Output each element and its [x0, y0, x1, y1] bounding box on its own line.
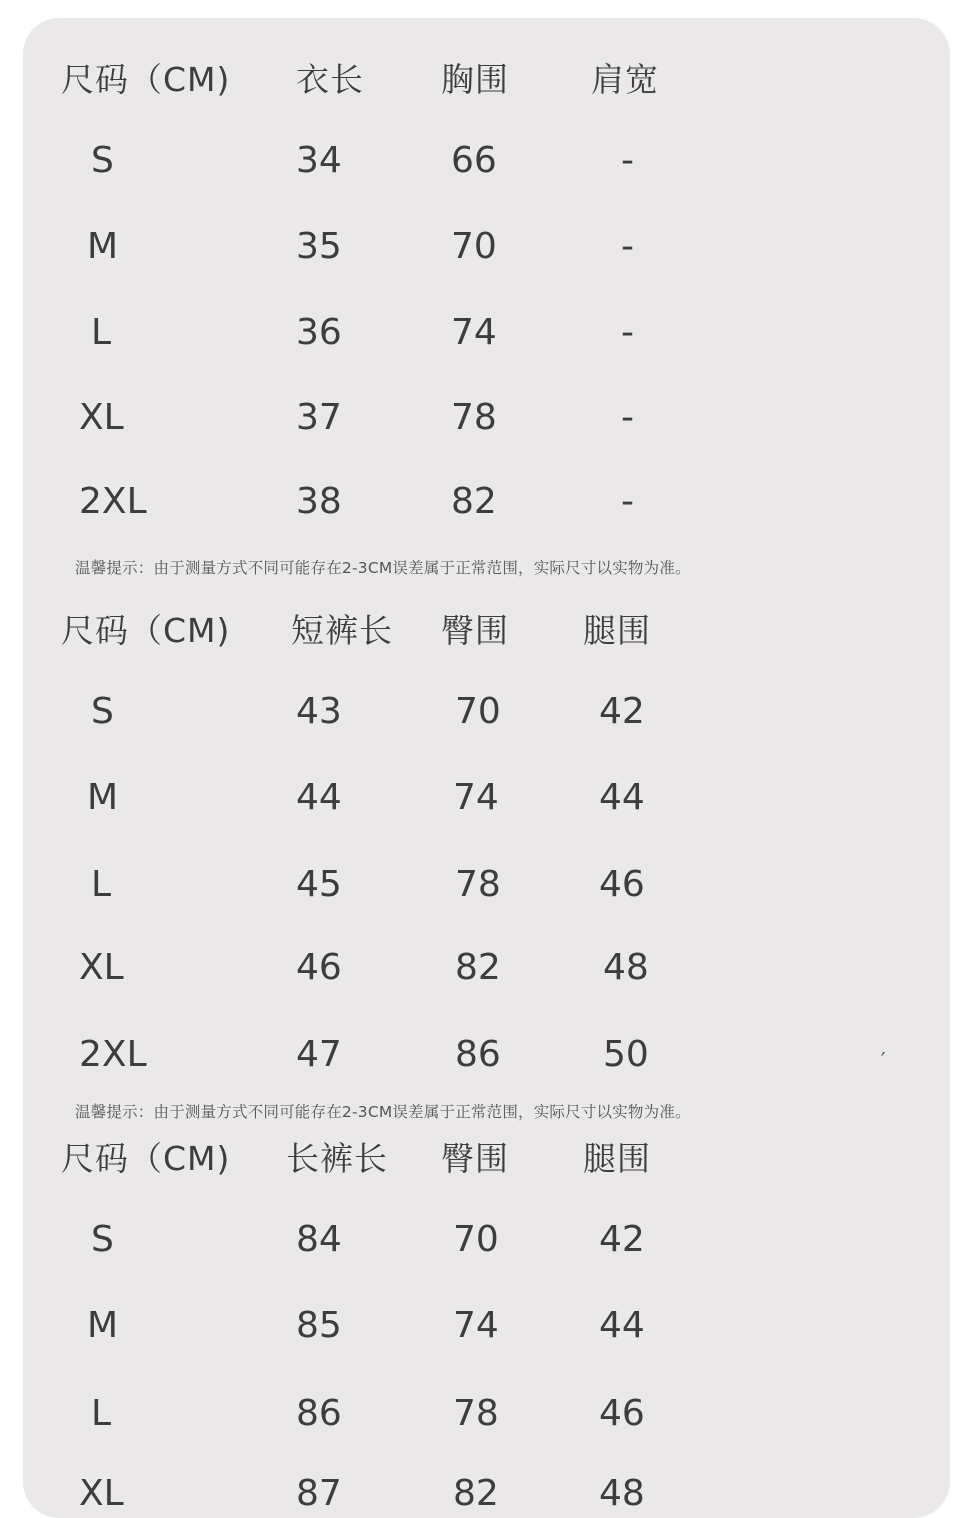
size-chart-card: [23, 18, 950, 1518]
size-cell: XL: [79, 947, 124, 988]
value-cell: 86: [455, 1034, 501, 1075]
value-cell: -: [621, 397, 634, 438]
size-cell: L: [91, 1393, 112, 1434]
header-length: 衣长: [296, 60, 364, 99]
value-cell: 46: [599, 864, 645, 905]
value-cell: 42: [599, 1219, 645, 1260]
value-cell: 70: [455, 691, 501, 732]
size-cell: L: [91, 864, 112, 905]
value-cell: 44: [599, 777, 645, 818]
size-cell: S: [91, 691, 114, 732]
header-trousers-length: 长裤长: [286, 1139, 388, 1178]
table-row: [23, 855, 950, 915]
value-cell: 34: [296, 140, 342, 181]
value-cell: 86: [296, 1393, 342, 1434]
table-row: [23, 1025, 950, 1085]
value-cell: 85: [296, 1305, 342, 1346]
value-cell: 70: [451, 226, 497, 267]
measurement-note: 温馨提示：由于测量方式不同可能存在2-3CM误差属于正常范围，实际尺寸以实物为准。: [75, 559, 691, 577]
value-cell: 46: [599, 1393, 645, 1434]
value-cell: -: [621, 481, 634, 522]
header-chest: 胸围: [441, 60, 509, 99]
measurement-note: 温馨提示：由于测量方式不同可能存在2-3CM误差属于正常范围，实际尺寸以实物为准。: [75, 1103, 691, 1121]
size-cell: L: [91, 312, 112, 353]
header-size: 尺码（CM): [61, 60, 231, 99]
value-cell: 50: [603, 1034, 649, 1075]
size-cell: XL: [79, 1473, 124, 1514]
value-cell: 46: [296, 947, 342, 988]
value-cell: 43: [296, 691, 342, 732]
header-size: 尺码（CM): [61, 1139, 231, 1178]
header-thigh: 腿围: [583, 611, 651, 650]
value-cell: 36: [296, 312, 342, 353]
stray-mark: ′: [881, 1048, 886, 1072]
header-size: 尺码（CM): [61, 611, 231, 650]
table-row: [23, 768, 950, 828]
value-cell: 35: [296, 226, 342, 267]
table-row: [23, 1210, 950, 1270]
table-row: [23, 388, 950, 448]
value-cell: 87: [296, 1473, 342, 1514]
value-cell: 82: [455, 947, 501, 988]
table-header-row: [23, 50, 950, 110]
table-header-row: [23, 1129, 950, 1189]
value-cell: 38: [296, 481, 342, 522]
table-row: [23, 131, 950, 191]
table-header-row: [23, 601, 950, 661]
table-row: [23, 303, 950, 363]
value-cell: 78: [455, 864, 501, 905]
header-hip: 臀围: [441, 611, 509, 650]
value-cell: 37: [296, 397, 342, 438]
header-shorts-length: 短裤长: [291, 611, 393, 650]
value-cell: 74: [453, 1305, 499, 1346]
value-cell: 82: [451, 481, 497, 522]
size-cell: 2XL: [79, 1034, 147, 1075]
value-cell: 47: [296, 1034, 342, 1075]
header-hip: 臀围: [441, 1139, 509, 1178]
size-cell: 2XL: [79, 481, 147, 522]
value-cell: -: [621, 140, 634, 181]
value-cell: 44: [296, 777, 342, 818]
table-row: [23, 472, 950, 532]
header-thigh: 腿围: [583, 1139, 651, 1178]
header-shoulder: 肩宽: [591, 60, 659, 99]
value-cell: -: [621, 226, 634, 267]
value-cell: 66: [451, 140, 497, 181]
table-row: [23, 1464, 950, 1518]
size-cell: S: [91, 140, 114, 181]
table-row: [23, 217, 950, 277]
value-cell: 74: [453, 777, 499, 818]
size-cell: M: [87, 1305, 119, 1346]
value-cell: 74: [451, 312, 497, 353]
table-row: [23, 1384, 950, 1444]
value-cell: 48: [599, 1473, 645, 1514]
value-cell: 82: [453, 1473, 499, 1514]
value-cell: 48: [603, 947, 649, 988]
size-cell: M: [87, 777, 119, 818]
value-cell: 45: [296, 864, 342, 905]
value-cell: 84: [296, 1219, 342, 1260]
value-cell: -: [621, 312, 634, 353]
size-cell: XL: [79, 397, 124, 438]
value-cell: 44: [599, 1305, 645, 1346]
value-cell: 78: [451, 397, 497, 438]
table-row: [23, 1296, 950, 1356]
value-cell: 42: [599, 691, 645, 732]
table-row: [23, 938, 950, 998]
table-row: [23, 682, 950, 742]
value-cell: 70: [453, 1219, 499, 1260]
value-cell: 78: [453, 1393, 499, 1434]
size-cell: S: [91, 1219, 114, 1260]
size-cell: M: [87, 226, 119, 267]
